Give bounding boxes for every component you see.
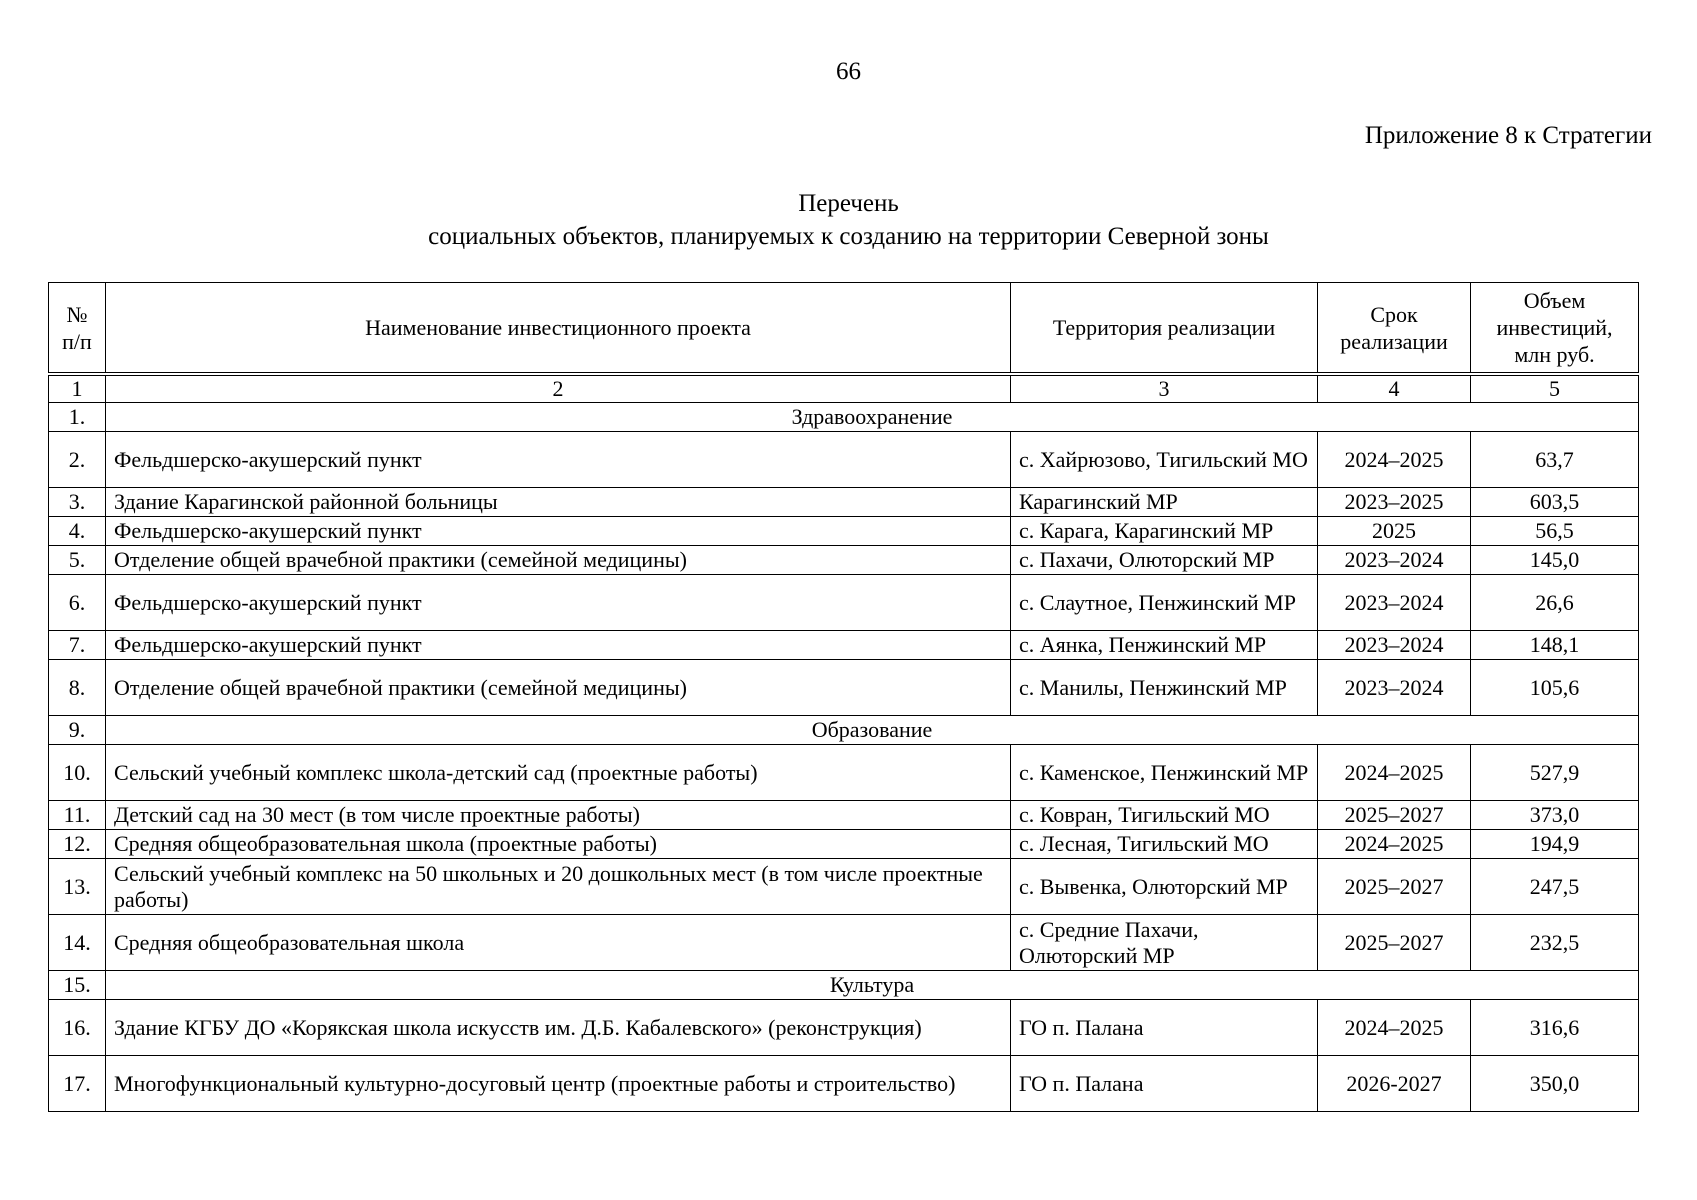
implementation-period: 2024–2025 <box>1318 830 1471 859</box>
project-name: Многофункциональный культурно-досуговый центр (проектные работы и строительство) <box>106 1056 1011 1112</box>
row-number: 11. <box>49 801 106 830</box>
column-numbers-row <box>49 374 1639 403</box>
investment-volume: 527,9 <box>1471 745 1639 801</box>
project-name: Здание Карагинской районной больницы <box>106 488 1011 517</box>
table-row <box>49 575 1639 631</box>
investment-volume: 63,7 <box>1471 432 1639 488</box>
investment-volume: 232,5 <box>1471 915 1639 971</box>
row-number: 9. <box>49 716 106 745</box>
implementation-period: 2025 <box>1318 517 1471 546</box>
column-number: 5 <box>1471 374 1639 403</box>
table-row <box>49 432 1639 488</box>
table-row <box>49 859 1639 915</box>
table-row <box>49 631 1639 660</box>
social-objects-table <box>48 282 1639 1112</box>
investment-volume: 316,6 <box>1471 1000 1639 1056</box>
territory: ГО п. Палана <box>1011 1000 1318 1056</box>
section-row <box>49 403 1639 432</box>
investment-volume: 373,0 <box>1471 801 1639 830</box>
title-line-1: Перечень <box>798 190 899 217</box>
row-number: 5. <box>49 546 106 575</box>
table-row <box>49 517 1639 546</box>
table-row <box>49 745 1639 801</box>
territory: с. Каменское, Пенжинский МР <box>1011 745 1318 801</box>
column-number: 4 <box>1318 374 1471 403</box>
appendix-label: Приложение 8 к Стратегии <box>1364 122 1652 149</box>
implementation-period: 2024–2025 <box>1318 1000 1471 1056</box>
investment-volume: 105,6 <box>1471 660 1639 716</box>
territory: ГО п. Палана <box>1011 1056 1318 1112</box>
implementation-period: 2025–2027 <box>1318 801 1471 830</box>
implementation-period: 2023–2024 <box>1318 546 1471 575</box>
section-row <box>49 716 1639 745</box>
table-row <box>49 915 1639 971</box>
header-period: Срок реализации <box>1318 283 1471 375</box>
table-row <box>49 830 1639 859</box>
implementation-period: 2024–2025 <box>1318 745 1471 801</box>
table-header-row <box>49 283 1639 375</box>
title-line-2: социальных объектов, планируемых к созданию на территории Северной зоны <box>428 223 1269 250</box>
territory: с. Слаутное, Пенжинский МР <box>1011 575 1318 631</box>
implementation-period: 2023–2024 <box>1318 575 1471 631</box>
header-territory: Территория реализации <box>1011 283 1318 375</box>
row-number: 8. <box>49 660 106 716</box>
table-body <box>49 374 1639 1112</box>
territory: с. Манилы, Пенжинский МР <box>1011 660 1318 716</box>
column-number: 2 <box>106 374 1011 403</box>
investment-volume: 148,1 <box>1471 631 1639 660</box>
column-number: 3 <box>1011 374 1318 403</box>
row-number: 17. <box>49 1056 106 1112</box>
project-name: Фельдшерско-акушерский пункт <box>106 432 1011 488</box>
project-name: Средняя общеобразовательная школа (проектные работы) <box>106 830 1011 859</box>
project-name: Фельдшерско-акушерский пункт <box>106 575 1011 631</box>
territory: с. Хайрюзово, Тигильский МО <box>1011 432 1318 488</box>
territory: с. Карага, Карагинский МР <box>1011 517 1318 546</box>
project-name: Сельский учебный комплекс школа-детский сад (проектные работы) <box>106 745 1011 801</box>
territory: с. Ковран, Тигильский МО <box>1011 801 1318 830</box>
row-number: 1. <box>49 403 106 432</box>
investment-volume: 194,9 <box>1471 830 1639 859</box>
territory: с. Пахачи, Олюторский МР <box>1011 546 1318 575</box>
implementation-period: 2023–2024 <box>1318 631 1471 660</box>
section-label: Образование <box>106 716 1639 745</box>
implementation-period: 2025–2027 <box>1318 859 1471 915</box>
territory: с. Вывенка, Олюторский МР <box>1011 859 1318 915</box>
table-row <box>49 660 1639 716</box>
document-title <box>0 187 1697 253</box>
project-name: Здание КГБУ ДО «Корякская школа искусств им. Д.Б. Кабалевского» (реконструкция) <box>106 1000 1011 1056</box>
row-number: 3. <box>49 488 106 517</box>
implementation-period: 2024–2025 <box>1318 432 1471 488</box>
page-number: 66 <box>836 58 861 85</box>
territory: Карагинский МР <box>1011 488 1318 517</box>
implementation-period: 2025–2027 <box>1318 915 1471 971</box>
row-number: 15. <box>49 971 106 1000</box>
row-number: 12. <box>49 830 106 859</box>
section-row <box>49 971 1639 1000</box>
section-label: Культура <box>106 971 1639 1000</box>
project-name: Отделение общей врачебной практики (семейной медицины) <box>106 660 1011 716</box>
project-name: Отделение общей врачебной практики (семейной медицины) <box>106 546 1011 575</box>
territory: с. Лесная, Тигильский МО <box>1011 830 1318 859</box>
table-row <box>49 1056 1639 1112</box>
investment-volume: 350,0 <box>1471 1056 1639 1112</box>
implementation-period: 2023–2024 <box>1318 660 1471 716</box>
column-number: 1 <box>49 374 106 403</box>
project-name: Фельдшерско-акушерский пункт <box>106 631 1011 660</box>
investment-volume: 603,5 <box>1471 488 1639 517</box>
table-row <box>49 801 1639 830</box>
row-number: 10. <box>49 745 106 801</box>
implementation-period: 2026-2027 <box>1318 1056 1471 1112</box>
header-name: Наименование инвестиционного проекта <box>106 283 1011 375</box>
project-name: Детский сад на 30 мест (в том числе проектные работы) <box>106 801 1011 830</box>
header-num: № п/п <box>49 283 106 375</box>
header-volume: Объем инвестиций, млн руб. <box>1471 283 1639 375</box>
row-number: 16. <box>49 1000 106 1056</box>
table-row <box>49 488 1639 517</box>
investment-volume: 26,6 <box>1471 575 1639 631</box>
project-name: Фельдшерско-акушерский пункт <box>106 517 1011 546</box>
territory: с. Средние Пахачи, Олюторский МР <box>1011 915 1318 971</box>
row-number: 14. <box>49 915 106 971</box>
row-number: 13. <box>49 859 106 915</box>
territory: с. Аянка, Пенжинский МР <box>1011 631 1318 660</box>
row-number: 6. <box>49 575 106 631</box>
implementation-period: 2023–2025 <box>1318 488 1471 517</box>
project-name: Сельский учебный комплекс на 50 школьных и 20 дошкольных мест (в том числе проектные работы) <box>106 859 1011 915</box>
row-number: 4. <box>49 517 106 546</box>
investment-volume: 56,5 <box>1471 517 1639 546</box>
investment-volume: 145,0 <box>1471 546 1639 575</box>
project-name: Средняя общеобразовательная школа <box>106 915 1011 971</box>
table-row <box>49 546 1639 575</box>
section-label: Здравоохранение <box>106 403 1639 432</box>
investment-volume: 247,5 <box>1471 859 1639 915</box>
row-number: 7. <box>49 631 106 660</box>
table-row <box>49 1000 1639 1056</box>
row-number: 2. <box>49 432 106 488</box>
